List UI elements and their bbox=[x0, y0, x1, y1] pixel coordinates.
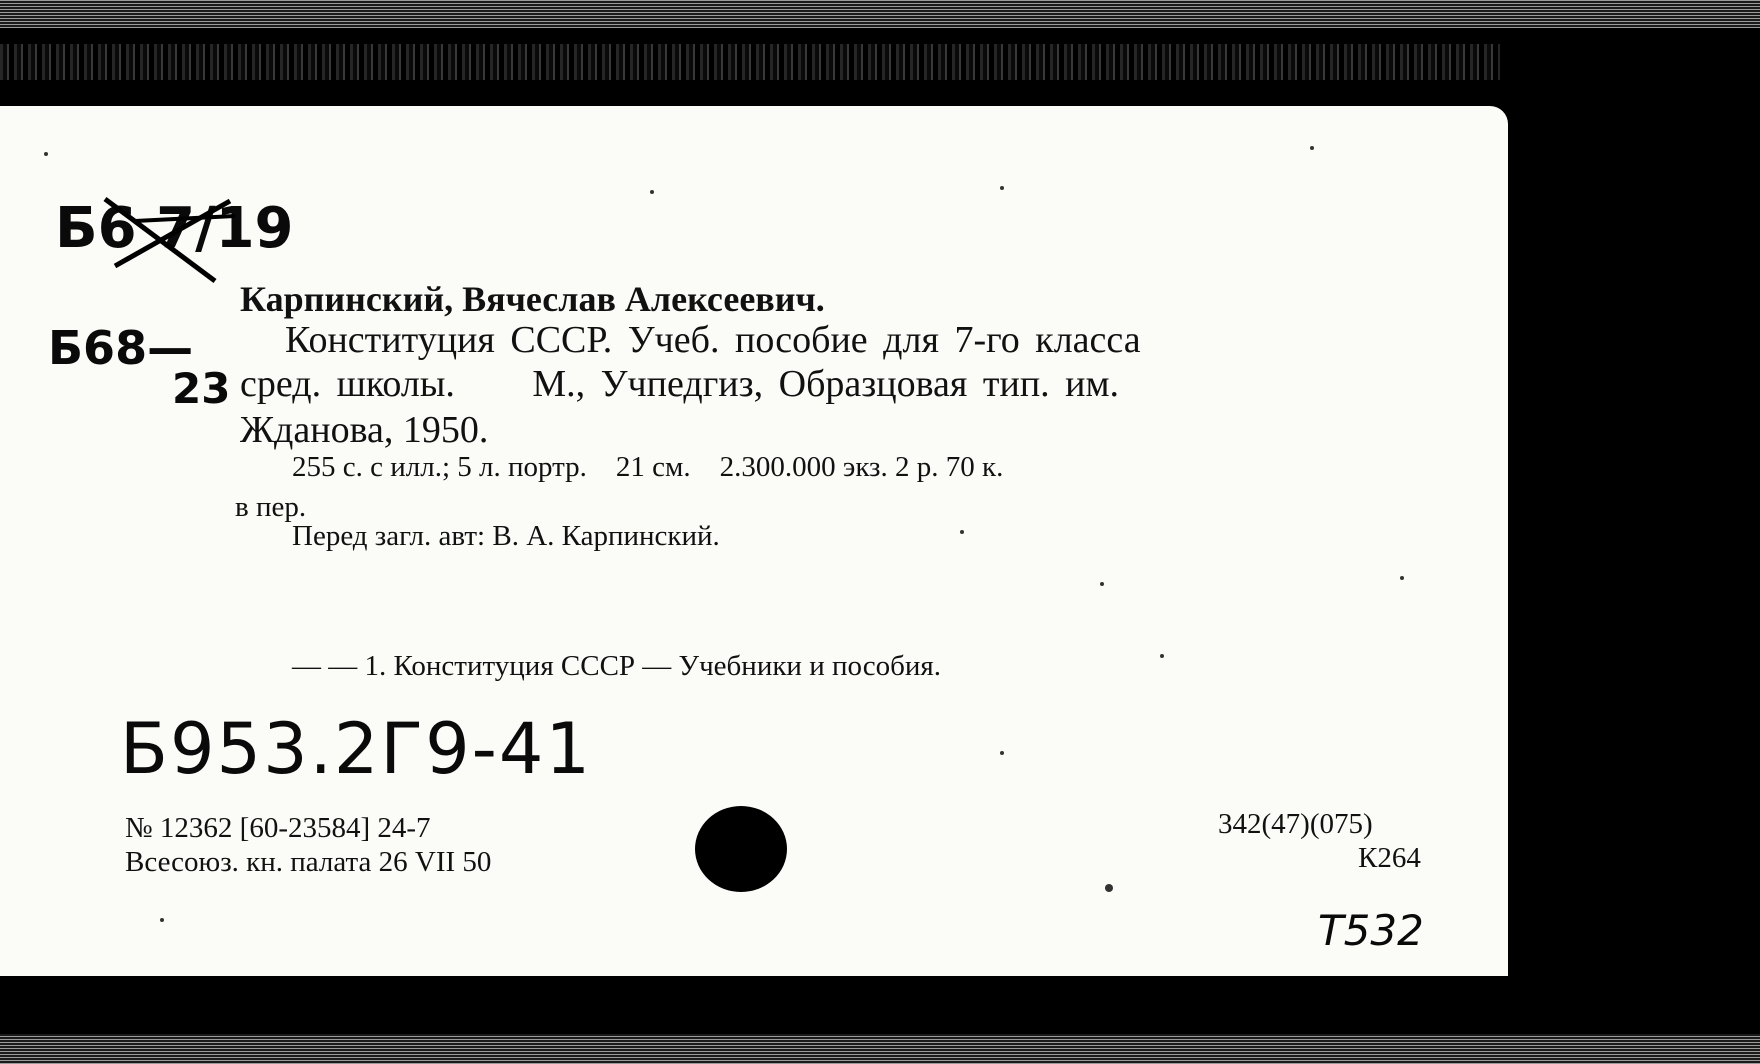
binding-note: в пер. bbox=[235, 491, 307, 523]
subject-heading: — — 1. Конституция СССР — Учебники и пособия. bbox=[292, 650, 941, 682]
author-heading: Карпинский, Вячеслав Алексеевич. bbox=[240, 279, 825, 319]
strike-through-marks bbox=[95, 181, 245, 291]
speck bbox=[160, 918, 164, 922]
speck bbox=[1400, 576, 1404, 580]
scan-noise-line bbox=[0, 44, 1500, 80]
speck bbox=[1100, 582, 1104, 586]
handwritten-shelf-bottom: Б953.2Г9-41 bbox=[120, 708, 592, 790]
speck bbox=[960, 530, 964, 534]
author-code: К264 bbox=[1358, 842, 1421, 874]
title-note: Перед загл. авт: В. А. Карпинский. bbox=[292, 520, 720, 552]
physical-description: 255 с. с илл.; 5 л. портр. 21 см. 2.300.000 экз. 2 р. 70 к. bbox=[292, 451, 1004, 483]
catalog-card bbox=[0, 106, 1508, 976]
speck bbox=[1000, 186, 1004, 190]
ink-blot bbox=[695, 806, 787, 892]
book-chamber-line: Всесоюз. кн. палата 26 VII 50 bbox=[125, 846, 492, 878]
speck bbox=[650, 190, 654, 194]
speck bbox=[1000, 751, 1004, 755]
handwritten-shelf-b68: Б68— bbox=[48, 321, 194, 375]
handwritten-corner-note: Т532 bbox=[1318, 906, 1424, 955]
speck bbox=[1310, 146, 1314, 150]
speck bbox=[1105, 884, 1113, 892]
scan-edge-bottom bbox=[0, 1034, 1760, 1064]
title-line-3: Жданова, 1950. bbox=[240, 409, 489, 451]
speck bbox=[44, 152, 48, 156]
speck bbox=[1160, 654, 1164, 658]
scan-edge-top bbox=[0, 0, 1760, 28]
title-line-2: сред. школы. М., Учпедгиз, Образцовая тип. им. bbox=[240, 363, 1120, 405]
handwritten-shelf-crossed-text: Б6 7/19 bbox=[55, 196, 294, 261]
udc-code: 342(47)(075) bbox=[1218, 808, 1373, 840]
registration-number: № 12362 [60-23584] 24-7 bbox=[125, 812, 431, 844]
title-line-1: Конституция СССР. Учеб. пособие для 7-го класса bbox=[285, 319, 1141, 361]
handwritten-shelf-23: 23 bbox=[172, 364, 231, 413]
